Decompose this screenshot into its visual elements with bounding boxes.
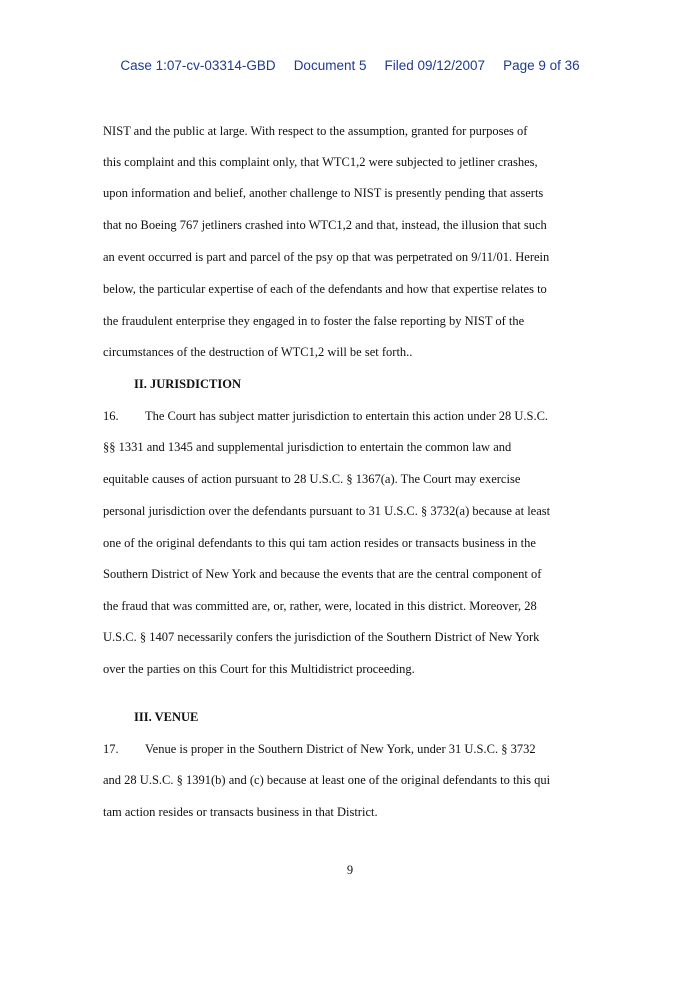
body-line: NIST and the public at large. With respect to the assumption, granted for purposes of: [103, 124, 528, 138]
body-line: equitable causes of action pursuant to 28 U.S.C. § 1367(a). The Court may exercise: [103, 472, 521, 486]
section-heading-jurisdiction: II. JURISDICTION: [134, 377, 241, 391]
body-line: U.S.C. § 1407 necessarily confers the jurisdiction of the Southern District of New York: [103, 630, 540, 644]
body-line: this complaint and this complaint only, that WTC1,2 were subjected to jetliner crashes,: [103, 155, 538, 169]
paragraph-number: 17.: [103, 742, 119, 756]
body-line: the fraud that was committed are, or, rather, were, located in this district. Moreover, 28: [103, 599, 537, 613]
filed-date: Filed 09/12/2007: [384, 58, 486, 73]
body-line: circumstances of the destruction of WTC1,2 will be set forth..: [103, 345, 413, 359]
body-line: an event occurred is part and parcel of the psy op that was perpetrated on 9/11/01. Herein: [103, 250, 550, 264]
body-line: and 28 U.S.C. § 1391(b) and (c) because at least one of the original defendants to this qui: [103, 773, 551, 787]
case-number: Case 1:07-cv-03314-GBD: [120, 58, 276, 73]
body-line: the fraudulent enterprise they engaged in to foster the false reporting by NIST of the: [103, 314, 525, 328]
body-line: below, the particular expertise of each of the defendants and how that expertise relates to: [103, 282, 547, 296]
body-line: The Court has subject matter jurisdiction to entertain this action under 28 U.S.C.: [145, 409, 549, 423]
section-heading-venue: III. VENUE: [134, 710, 199, 724]
body-line: Venue is proper in the Southern District of New York, under 31 U.S.C. § 3732: [145, 742, 536, 756]
body-line: one of the original defendants to this qui tam action resides or transacts business in the: [103, 536, 536, 550]
body-line: personal jurisdiction over the defendants pursuant to 31 U.S.C. § 3732(a) because at least: [103, 504, 551, 518]
body-line: tam action resides or transacts business in that District.: [103, 805, 378, 819]
body-line: §§ 1331 and 1345 and supplemental jurisdiction to entertain the common law and: [103, 440, 512, 454]
body-line: over the parties on this Court for this Multidistrict proceeding.: [103, 662, 415, 676]
case-header: [0, 58, 700, 73]
document-number: Document 5: [293, 58, 367, 73]
body-line: that no Boeing 767 jetliners crashed into WTC1,2 and that, instead, the illusion that such: [103, 218, 547, 232]
paragraph-number: 16.: [103, 409, 119, 423]
body-line: Southern District of New York and because the events that are the central component of: [103, 567, 542, 581]
page-of-total: Page 9 of 36: [503, 58, 580, 73]
page-number: 9: [346, 863, 354, 877]
body-line: upon information and belief, another challenge to NIST is presently pending that asserts: [103, 186, 544, 200]
